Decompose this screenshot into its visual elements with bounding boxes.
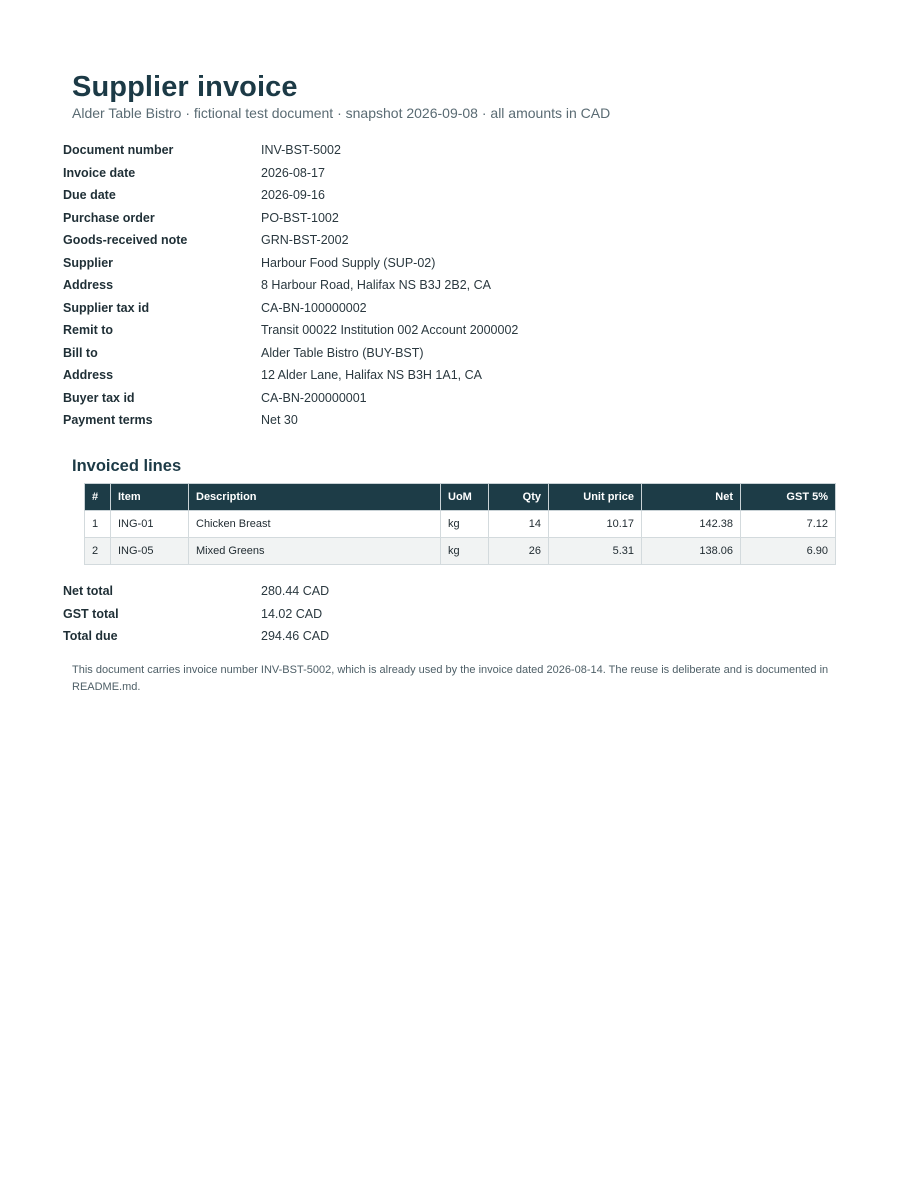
cell-unit-price: 5.31 [549,538,642,565]
detail-label: Supplier [63,255,114,270]
detail-row-supplier [63,252,763,275]
totals-value: 294.46 CAD [261,629,330,644]
detail-value: PO-BST-1002 [261,210,339,225]
detail-row-buyer-address [63,364,763,387]
detail-label: Remit to [63,323,113,338]
cell-qty: 14 [489,511,549,538]
totals-row-gst [63,603,563,626]
detail-row-payment-terms [63,409,763,432]
column-header-description: Description [189,484,441,511]
detail-label: Buyer tax id [63,390,135,405]
detail-label: Due date [63,188,116,203]
detail-value: INV-BST-5002 [261,143,341,158]
detail-row-supplier-address [63,274,763,297]
invoice-totals [63,580,563,648]
detail-row-document-number [63,139,763,162]
cell-description: Mixed Greens [189,538,441,565]
cell-index: 1 [85,511,111,538]
detail-value: Harbour Food Supply (SUP-02) [261,255,436,270]
totals-value: 280.44 CAD [261,584,330,599]
invoice-note: This document carries invoice number INV-BST-5002, which is already used by the invoice dated 2026-08-14. The reuse is deliberate and is documented in README.md. [72,664,829,693]
detail-row-goods-received-note [63,229,763,252]
cell-uom: kg [441,538,489,565]
detail-label: Invoice date [63,165,136,180]
detail-row-buyer-tax-id [63,387,763,410]
detail-value: GRN-BST-2002 [261,233,349,248]
detail-row-bill-to [63,342,763,365]
detail-row-due-date [63,184,763,207]
detail-label: Address [63,368,114,383]
column-header-unit-price: Unit price [549,484,642,511]
detail-value: 12 Alder Lane, Halifax NS B3H 1A1, CA [261,368,482,383]
totals-label: Net total [63,584,113,599]
detail-value: 2026-08-17 [261,165,325,180]
column-header-gst: GST 5% [741,484,836,511]
cell-net: 138.06 [642,538,741,565]
cell-unit-price: 10.17 [549,511,642,538]
cell-gst: 7.12 [741,511,836,538]
totals-row-net [63,580,563,603]
column-header-item: Item [111,484,189,511]
column-header-uom: UoM [441,484,489,511]
detail-label: Payment terms [63,413,153,428]
detail-row-purchase-order [63,207,763,230]
totals-label: Total due [63,629,118,644]
detail-label: Goods-received note [63,233,188,248]
detail-label: Address [63,278,114,293]
detail-value: CA-BN-100000002 [261,300,367,315]
page-title: Supplier invoice [72,71,298,103]
invoice-details [63,139,763,432]
detail-label: Document number [63,143,174,158]
detail-row-remit-to [63,319,763,342]
invoiced-lines-table [84,483,836,565]
detail-row-supplier-tax-id [63,297,763,320]
invoiced-lines-heading: Invoiced lines [72,457,182,475]
detail-label: Supplier tax id [63,300,150,315]
column-header-net: Net [642,484,741,511]
cell-item: ING-01 [111,511,189,538]
detail-value: Alder Table Bistro (BUY-BST) [261,345,424,360]
table-header-row [85,484,836,511]
table-row [85,511,836,538]
totals-value: 14.02 CAD [261,606,323,621]
detail-value: 2026-09-16 [261,188,325,203]
cell-item: ING-05 [111,538,189,565]
cell-qty: 26 [489,538,549,565]
totals-label: GST total [63,606,119,621]
table-row [85,538,836,565]
cell-gst: 6.90 [741,538,836,565]
cell-uom: kg [441,511,489,538]
detail-value: CA-BN-200000001 [261,390,367,405]
cell-index: 2 [85,538,111,565]
detail-value: Transit 00022 Institution 002 Account 2000002 [261,323,519,338]
cell-description: Chicken Breast [189,511,441,538]
column-header-index: # [85,484,111,511]
detail-value: Net 30 [261,413,298,428]
detail-row-invoice-date [63,162,763,185]
cell-net: 142.38 [642,511,741,538]
detail-label: Bill to [63,345,98,360]
page-subtitle: Alder Table Bistro · fictional test document · snapshot 2026-09-08 · all amounts in CAD [72,105,611,121]
totals-row-total-due [63,625,563,648]
detail-value: 8 Harbour Road, Halifax NS B3J 2B2, CA [261,278,491,293]
detail-label: Purchase order [63,210,155,225]
column-header-qty: Qty [489,484,549,511]
